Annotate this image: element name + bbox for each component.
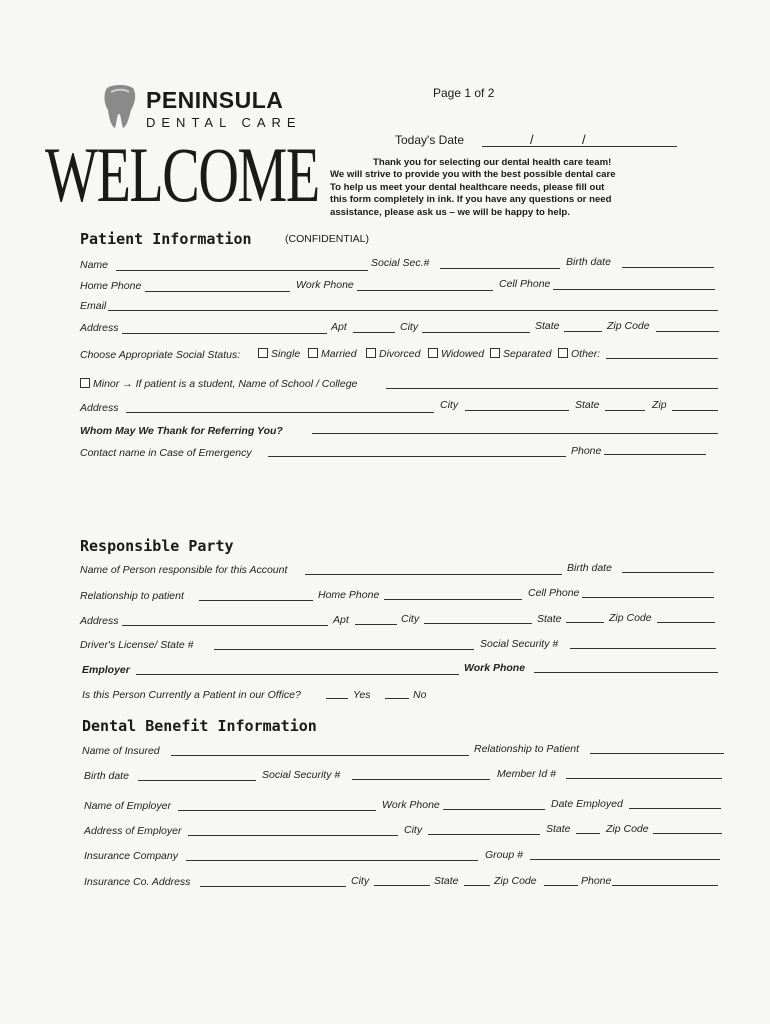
work-phone-label: Work Phone bbox=[296, 279, 354, 291]
intro-line: this form completely in ink. If you have any questions or need bbox=[330, 194, 612, 206]
current-patient-no-label: No bbox=[413, 689, 427, 701]
emergency-phone-label: Phone bbox=[571, 445, 602, 457]
group-field[interactable] bbox=[530, 859, 720, 860]
school-address-label: Address bbox=[80, 402, 119, 414]
responsible-ssn-field[interactable] bbox=[570, 648, 716, 649]
responsible-zip-field[interactable] bbox=[657, 622, 715, 623]
intro-text bbox=[330, 157, 616, 219]
responsible-state-field[interactable] bbox=[566, 622, 604, 623]
brand-subtitle: DENTAL CARE bbox=[146, 115, 302, 130]
status-option-label: Divorced bbox=[379, 348, 421, 360]
school-zip-field[interactable] bbox=[672, 410, 718, 411]
insured-name-label: Name of Insured bbox=[82, 745, 160, 757]
ssn-label: Social Sec.# bbox=[371, 257, 430, 269]
insurance-zip-label: Zip Code bbox=[494, 875, 537, 887]
responsible-home-phone-label: Home Phone bbox=[318, 589, 380, 601]
name-field[interactable] bbox=[116, 270, 368, 271]
responsible-city-label: City bbox=[401, 613, 420, 625]
benefit-section-title: Dental Benefit Information bbox=[82, 717, 317, 735]
benefit-state-field[interactable] bbox=[576, 833, 600, 834]
todays-date-label: Today's Date bbox=[395, 133, 464, 147]
benefit-relationship-field[interactable] bbox=[590, 753, 724, 754]
address-field[interactable] bbox=[122, 333, 327, 334]
responsible-address-label: Address bbox=[80, 615, 119, 627]
checkbox-icon[interactable] bbox=[366, 348, 376, 358]
responsible-cell-phone-field[interactable] bbox=[582, 597, 714, 598]
relationship-field[interactable] bbox=[199, 600, 313, 601]
school-zip-label: Zip bbox=[652, 399, 667, 411]
insurance-zip-field[interactable] bbox=[544, 885, 578, 886]
confidential-label: (CONFIDENTIAL) bbox=[285, 233, 369, 245]
responsible-apt-label: Apt bbox=[333, 614, 349, 626]
state-field[interactable] bbox=[564, 331, 602, 332]
brand-name: PENINSULA bbox=[146, 87, 284, 113]
date-slash: / bbox=[530, 132, 534, 147]
employer-address-field[interactable] bbox=[188, 835, 398, 836]
checkbox-icon[interactable] bbox=[308, 348, 318, 358]
school-address-field[interactable] bbox=[126, 412, 434, 413]
current-patient-no-field[interactable] bbox=[385, 698, 409, 699]
intro-line: Thank you for selecting our dental health care team! bbox=[373, 157, 612, 168]
apt-label: Apt bbox=[331, 321, 347, 333]
responsible-state-label: State bbox=[537, 613, 562, 625]
status-option-married[interactable] bbox=[308, 348, 357, 360]
responsible-city-field[interactable] bbox=[424, 623, 532, 624]
status-option-separated[interactable] bbox=[490, 348, 551, 360]
welcome-title: WELCOME bbox=[45, 131, 319, 218]
member-id-label: Member Id # bbox=[497, 768, 556, 780]
referral-field[interactable] bbox=[312, 433, 718, 434]
employer-name-label: Name of Employer bbox=[84, 800, 171, 812]
status-other-field[interactable] bbox=[606, 358, 718, 359]
tooth-logo-icon bbox=[103, 84, 137, 135]
current-patient-yes-label: Yes bbox=[353, 689, 371, 701]
apt-field[interactable] bbox=[353, 332, 395, 333]
responsible-section-title: Responsible Party bbox=[80, 537, 234, 555]
responsible-cell-phone-label: Cell Phone bbox=[528, 587, 580, 599]
minor-label: Minor → If patient is a student, Name of School / College bbox=[93, 378, 358, 390]
status-option-label: Married bbox=[321, 348, 357, 360]
insurance-city-field[interactable] bbox=[374, 885, 430, 886]
emergency-phone-field[interactable] bbox=[604, 454, 706, 455]
insurance-phone-label: Phone bbox=[581, 875, 612, 887]
checkbox-icon[interactable] bbox=[80, 378, 90, 388]
benefit-birth-date-label: Birth date bbox=[84, 770, 129, 782]
current-patient-yes-field[interactable] bbox=[326, 698, 348, 699]
responsible-work-phone-label: Work Phone bbox=[464, 662, 526, 674]
current-patient-label: Is this Person Currently a Patient in our Office? bbox=[82, 689, 301, 701]
status-option-label: Other: bbox=[571, 348, 601, 360]
birth-date-label: Birth date bbox=[566, 256, 611, 268]
responsible-address-field[interactable] bbox=[122, 625, 328, 626]
responsible-home-phone-field[interactable] bbox=[384, 599, 522, 600]
checkbox-icon[interactable] bbox=[258, 348, 268, 358]
employer-label: Employer bbox=[82, 664, 130, 676]
responsible-birth-date-label: Birth date bbox=[567, 562, 612, 574]
school-state-field[interactable] bbox=[605, 410, 645, 411]
school-field[interactable] bbox=[386, 388, 718, 389]
zip-field[interactable] bbox=[656, 331, 719, 332]
email-field[interactable] bbox=[108, 310, 718, 311]
status-option-label: Single bbox=[271, 348, 301, 360]
school-city-field[interactable] bbox=[465, 410, 569, 411]
city-label: City bbox=[400, 321, 419, 333]
home-phone-label: Home Phone bbox=[80, 280, 142, 292]
emergency-contact-field[interactable] bbox=[268, 456, 566, 457]
address-label: Address bbox=[80, 322, 119, 334]
insurance-city-label: City bbox=[351, 875, 370, 887]
responsible-name-label: Name of Person responsible for this Account bbox=[80, 564, 288, 576]
status-option-other[interactable] bbox=[558, 348, 600, 360]
responsible-work-phone-field[interactable] bbox=[534, 672, 718, 673]
insurance-company-label: Insurance Company bbox=[84, 850, 178, 862]
status-option-divorced[interactable] bbox=[366, 348, 420, 360]
group-label: Group # bbox=[485, 849, 523, 861]
benefit-city-label: City bbox=[404, 824, 423, 836]
insurance-state-label: State bbox=[434, 875, 459, 887]
intro-line: To help us meet your dental healthcare needs, please fill out bbox=[330, 181, 605, 193]
benefit-work-phone-label: Work Phone bbox=[382, 799, 440, 811]
patient-section-title: Patient Information bbox=[80, 230, 252, 248]
member-id-field[interactable] bbox=[566, 778, 722, 779]
checkbox-icon[interactable] bbox=[490, 348, 500, 358]
zip-label: Zip Code bbox=[607, 320, 650, 332]
date-employed-field[interactable] bbox=[629, 808, 721, 809]
responsible-name-field[interactable] bbox=[305, 574, 562, 575]
home-phone-field[interactable] bbox=[145, 291, 290, 292]
benefit-state-label: State bbox=[546, 823, 571, 835]
ssn-field[interactable] bbox=[440, 268, 560, 269]
license-label: Driver's License/ State # bbox=[80, 639, 194, 651]
insurance-phone-field[interactable] bbox=[612, 885, 718, 886]
status-option-label: Separated bbox=[503, 348, 552, 360]
benefit-ssn-field[interactable] bbox=[352, 779, 490, 780]
responsible-ssn-label: Social Security # bbox=[480, 638, 559, 650]
state-label: State bbox=[535, 320, 560, 332]
responsible-apt-field[interactable] bbox=[355, 624, 397, 625]
responsible-zip-label: Zip Code bbox=[609, 612, 652, 624]
status-option-widowed[interactable] bbox=[428, 348, 484, 360]
emergency-contact-label: Contact name in Case of Emergency bbox=[80, 447, 252, 459]
benefit-work-phone-field[interactable] bbox=[443, 809, 545, 810]
license-field[interactable] bbox=[214, 649, 474, 650]
birth-date-field[interactable] bbox=[622, 267, 714, 268]
work-phone-field[interactable] bbox=[357, 290, 493, 291]
checkbox-icon[interactable] bbox=[428, 348, 438, 358]
referral-label: Whom May We Thank for Referring You? bbox=[80, 425, 283, 437]
checkbox-icon[interactable] bbox=[558, 348, 568, 358]
benefit-ssn-label: Social Security # bbox=[262, 769, 341, 781]
benefit-relationship-label: Relationship to Patient bbox=[474, 743, 580, 755]
city-field[interactable] bbox=[422, 332, 530, 333]
email-label: Email bbox=[80, 300, 107, 312]
date-slash: / bbox=[582, 132, 586, 147]
insurance-company-field[interactable] bbox=[186, 860, 478, 861]
status-option-single[interactable] bbox=[258, 348, 300, 360]
minor-option[interactable] bbox=[80, 378, 357, 390]
intro-line: assistance, please ask us – we will be happy to help. bbox=[330, 206, 570, 218]
responsible-birth-date-field[interactable] bbox=[622, 572, 714, 573]
employer-field[interactable] bbox=[136, 674, 459, 675]
cell-phone-field[interactable] bbox=[553, 289, 715, 290]
date-employed-label: Date Employed bbox=[551, 798, 623, 810]
insurance-address-field[interactable] bbox=[200, 886, 346, 887]
school-city-label: City bbox=[440, 399, 459, 411]
insurance-address-label: Insurance Co. Address bbox=[84, 876, 191, 888]
benefit-zip-field[interactable] bbox=[653, 833, 722, 834]
benefit-city-field[interactable] bbox=[428, 834, 540, 835]
cell-phone-label: Cell Phone bbox=[499, 278, 551, 290]
insurance-state-field[interactable] bbox=[464, 885, 490, 886]
page-indicator: Page 1 of 2 bbox=[433, 86, 495, 100]
employer-name-field[interactable] bbox=[178, 810, 376, 811]
employer-address-label: Address of Employer bbox=[84, 825, 182, 837]
status-option-label: Widowed bbox=[441, 348, 485, 360]
benefit-birth-date-field[interactable] bbox=[138, 780, 256, 781]
school-state-label: State bbox=[575, 399, 600, 411]
benefit-zip-label: Zip Code bbox=[606, 823, 649, 835]
todays-date-field[interactable] bbox=[482, 146, 677, 147]
relationship-label: Relationship to patient bbox=[80, 590, 184, 602]
status-prompt: Choose Appropriate Social Status: bbox=[80, 349, 241, 361]
name-label: Name bbox=[80, 259, 109, 271]
intro-line: We will strive to provide you with the best possible dental care bbox=[330, 169, 616, 181]
insured-name-field[interactable] bbox=[171, 755, 469, 756]
